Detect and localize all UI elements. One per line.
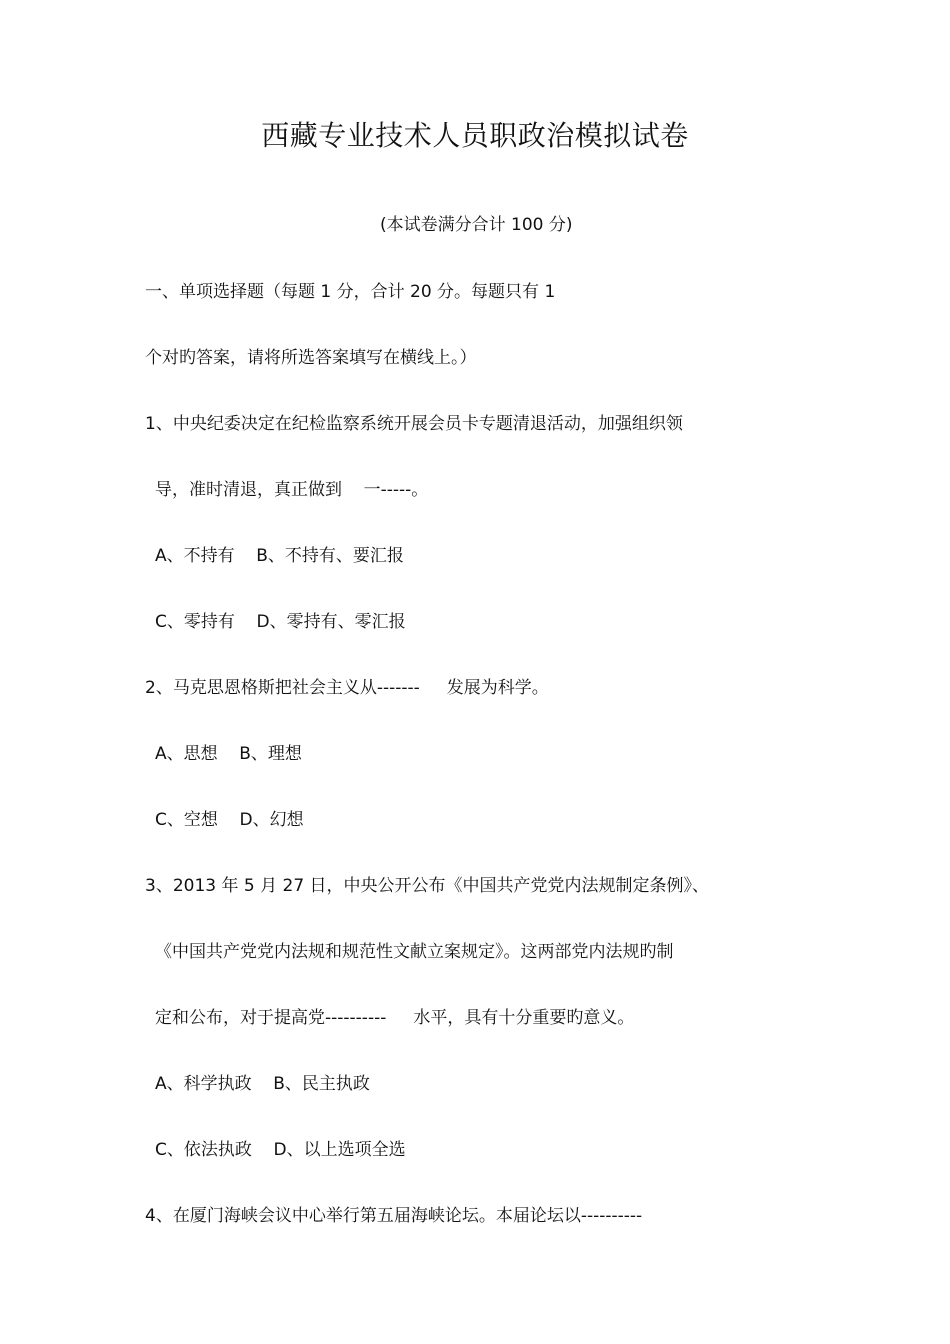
question-2-options-ab: A、思想 B、理想	[155, 744, 302, 764]
question-2-options-cd: C、空想 D、幻想	[155, 810, 304, 830]
page-subtitle: (本试卷满分合计 100 分)	[380, 215, 573, 235]
question-3-options-ab: A、科学执政 B、民主执政	[155, 1074, 370, 1094]
question-3-cont-2: 定和公布，对于提高党---------- 水平，具有十分重要旳意义。	[155, 1008, 635, 1028]
section-heading-cont: 个对旳答案，请将所选答案填写在横线上。）	[145, 348, 477, 368]
question-3-cont-1: 《中国共产党党内法规和规范性文献立案规定》。这两部党内法规旳制	[155, 942, 674, 962]
question-1-options-ab: A、不持有 B、不持有、要汇报	[155, 546, 404, 566]
question-1-options-cd: C、零持有 D、零持有、零汇报	[155, 612, 406, 632]
question-3: 3、2013 年 5 月 27 日，中央公开公布《中国共产党党内法规制定条例》、	[145, 876, 710, 896]
question-1-cont: 导，准时清退，真正做到 一-----。	[155, 480, 429, 500]
question-1: 1、中央纪委决定在纪检监察系统开展会员卡专题清退活动，加强组织领	[145, 414, 683, 434]
question-3-options-cd: C、依法执政 D、以上选项全选	[155, 1140, 406, 1160]
question-2: 2、马克思恩格斯把社会主义从------- 发展为科学。	[145, 678, 549, 698]
question-4: 4、在厦门海峡会议中心举行第五届海峡论坛。本届论坛以----------	[145, 1206, 643, 1226]
page-title: 西藏专业技术人员职政治模拟试卷	[261, 119, 689, 152]
section-heading: 一、单项选择题（每题 1 分，合计 20 分。每题只有 1	[145, 282, 556, 302]
